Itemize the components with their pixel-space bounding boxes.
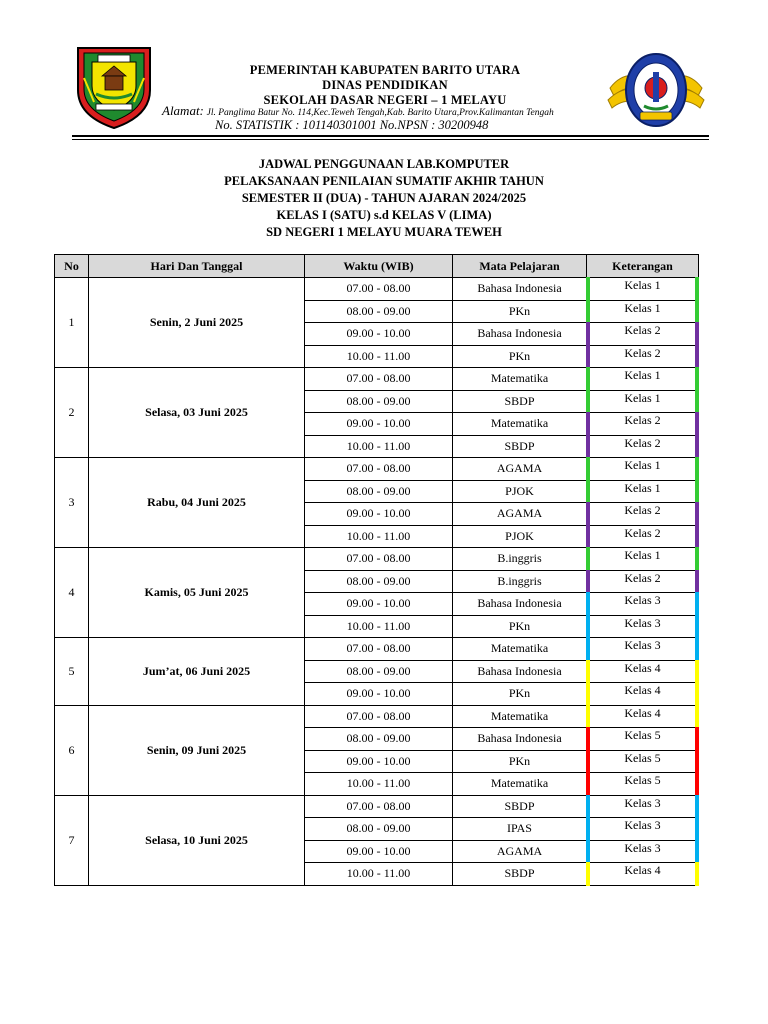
department-name: DINAS PENDIDIKAN — [322, 78, 448, 92]
session-time: 10.00 - 11.00 — [305, 863, 453, 886]
class-color-marker-left — [586, 480, 590, 504]
session-subject: Matematika — [453, 413, 587, 436]
header-time: Waktu (WIB) — [305, 255, 453, 278]
session-time: 08.00 - 09.00 — [305, 660, 453, 683]
session-subject: AGAMA — [453, 458, 587, 481]
class-color-marker-right — [695, 480, 699, 504]
class-color-marker-right — [695, 412, 699, 436]
table-header-row — [55, 255, 699, 278]
class-label: Kelas 3 — [624, 593, 661, 607]
session-subject: PKn — [453, 683, 587, 706]
class-label: Kelas 1 — [624, 300, 661, 315]
class-label: Kelas 4 — [624, 683, 661, 697]
day-date: Selasa, 03 Juni 2025 — [89, 368, 305, 458]
class-color-marker-right — [695, 345, 699, 369]
session-subject: B.inggris — [453, 548, 587, 571]
class-label: Kelas 4 — [624, 705, 661, 720]
session-time: 09.00 - 10.00 — [305, 413, 453, 436]
title-line-3: SEMESTER II (DUA) - TAHUN AJARAN 2024/2025 — [241, 191, 527, 205]
class-color-marker-left — [586, 637, 590, 661]
day-date: Jum’at, 06 Juni 2025 — [89, 638, 305, 706]
class-label: Kelas 3 — [624, 818, 661, 832]
session-class-cell — [587, 660, 699, 683]
class-color-marker-right — [695, 435, 699, 459]
class-label: Kelas 2 — [624, 503, 661, 517]
session-time: 08.00 - 09.00 — [305, 818, 453, 841]
day-number: 5 — [55, 638, 89, 706]
session-time: 07.00 - 08.00 — [305, 368, 453, 391]
session-subject: Bahasa Indonesia — [453, 278, 587, 301]
class-color-marker-right — [695, 390, 699, 414]
class-color-marker-left — [586, 705, 590, 729]
school-name: SEKOLAH DASAR NEGERI – 1 MELAYU — [263, 93, 507, 107]
session-class-cell — [587, 773, 699, 796]
class-color-marker-right — [695, 367, 699, 391]
government-name: PEMERINTAH KABUPATEN BARITO UTARA — [249, 63, 521, 77]
class-color-marker-right — [695, 705, 699, 729]
table-row — [55, 278, 699, 301]
session-class-cell — [587, 638, 699, 661]
session-time: 09.00 - 10.00 — [305, 593, 453, 616]
title-line-5: SD NEGERI 1 MELAYU MUARA TEWEH — [266, 225, 502, 239]
class-color-marker-right — [695, 817, 699, 841]
session-class-cell — [587, 683, 699, 706]
class-color-marker-left — [586, 277, 590, 301]
session-time: 09.00 - 10.00 — [305, 683, 453, 706]
session-subject: B.inggris — [453, 570, 587, 593]
class-color-marker-right — [695, 592, 699, 616]
session-subject: PJOK — [453, 525, 587, 548]
session-time: 08.00 - 09.00 — [305, 480, 453, 503]
day-date: Kamis, 05 Juni 2025 — [89, 548, 305, 638]
class-label: Kelas 1 — [624, 368, 661, 382]
session-class-cell — [587, 435, 699, 458]
class-label: Kelas 2 — [624, 435, 661, 450]
table-row — [55, 795, 699, 818]
day-date: Senin, 2 Juni 2025 — [89, 278, 305, 368]
class-color-marker-left — [586, 750, 590, 774]
class-label: Kelas 1 — [624, 548, 661, 562]
letterhead — [160, 63, 610, 108]
title-line-4: KELAS I (SATU) s.d KELAS V (LIMA) — [276, 208, 492, 222]
class-color-marker-right — [695, 750, 699, 774]
class-label: Kelas 2 — [624, 345, 661, 360]
day-number: 2 — [55, 368, 89, 458]
class-label: Kelas 2 — [624, 570, 661, 585]
header-note: Keterangan — [587, 255, 699, 278]
session-time: 07.00 - 08.00 — [305, 548, 453, 571]
table-row — [55, 638, 699, 661]
session-subject: Matematika — [453, 773, 587, 796]
session-class-cell — [587, 818, 699, 841]
title-line-2: PELAKSANAAN PENILAIAN SUMATIF AKHIR TAHUN — [224, 174, 544, 188]
session-subject: PKn — [453, 750, 587, 773]
header-subject: Mata Pelajaran — [453, 255, 587, 278]
session-time: 09.00 - 10.00 — [305, 323, 453, 346]
session-class-cell — [587, 413, 699, 436]
day-number: 7 — [55, 795, 89, 885]
session-subject: PKn — [453, 615, 587, 638]
school-address — [162, 103, 612, 119]
session-subject: PKn — [453, 345, 587, 368]
class-color-marker-left — [586, 547, 590, 571]
session-subject: Bahasa Indonesia — [453, 728, 587, 751]
session-class-cell — [587, 593, 699, 616]
session-class-cell — [587, 323, 699, 346]
session-subject: Matematika — [453, 638, 587, 661]
session-time: 10.00 - 11.00 — [305, 525, 453, 548]
session-class-cell — [587, 548, 699, 571]
session-subject: Bahasa Indonesia — [453, 323, 587, 346]
session-subject: Bahasa Indonesia — [453, 660, 587, 683]
session-class-cell — [587, 503, 699, 526]
letterhead-divider-thick — [72, 135, 709, 137]
session-subject: Matematika — [453, 705, 587, 728]
session-subject: IPAS — [453, 818, 587, 841]
class-color-marker-left — [586, 345, 590, 369]
table-row — [55, 548, 699, 571]
class-label: Kelas 1 — [624, 390, 661, 405]
class-color-marker-right — [695, 525, 699, 549]
session-time: 10.00 - 11.00 — [305, 345, 453, 368]
session-class-cell — [587, 368, 699, 391]
session-subject: SBDP — [453, 390, 587, 413]
class-color-marker-left — [586, 570, 590, 594]
schedule-body — [55, 278, 699, 886]
class-color-marker-left — [586, 322, 590, 346]
class-color-marker-left — [586, 457, 590, 481]
session-time: 07.00 - 08.00 — [305, 638, 453, 661]
class-label: Kelas 1 — [624, 278, 661, 292]
address-label: Alamat: — [162, 103, 204, 118]
class-label: Kelas 1 — [624, 458, 661, 472]
session-time: 09.00 - 10.00 — [305, 840, 453, 863]
session-class-cell — [587, 728, 699, 751]
class-color-marker-right — [695, 660, 699, 684]
table-row — [55, 368, 699, 391]
session-time: 09.00 - 10.00 — [305, 750, 453, 773]
class-color-marker-right — [695, 795, 699, 819]
session-time: 08.00 - 09.00 — [305, 728, 453, 751]
class-color-marker-right — [695, 570, 699, 594]
class-label: Kelas 4 — [624, 660, 661, 675]
class-color-marker-left — [586, 300, 590, 324]
day-number: 4 — [55, 548, 89, 638]
day-number: 6 — [55, 705, 89, 795]
session-time: 07.00 - 08.00 — [305, 795, 453, 818]
session-time: 09.00 - 10.00 — [305, 503, 453, 526]
day-number: 1 — [55, 278, 89, 368]
session-class-cell — [587, 390, 699, 413]
class-label: Kelas 4 — [624, 863, 661, 877]
class-color-marker-right — [695, 457, 699, 481]
class-color-marker-left — [586, 795, 590, 819]
session-class-cell — [587, 795, 699, 818]
class-label: Kelas 1 — [624, 480, 661, 495]
session-time: 10.00 - 11.00 — [305, 435, 453, 458]
session-class-cell — [587, 525, 699, 548]
session-class-cell — [587, 705, 699, 728]
session-subject: SBDP — [453, 795, 587, 818]
school-statistics-number: No. STATISTIK : 101140301001 No.NPSN : 30200948 — [215, 118, 489, 132]
class-color-marker-left — [586, 727, 590, 751]
class-color-marker-left — [586, 682, 590, 706]
kabupaten-barito-utara-logo — [70, 42, 158, 132]
day-date: Selasa, 10 Juni 2025 — [89, 795, 305, 885]
class-label: Kelas 3 — [624, 615, 661, 630]
class-color-marker-right — [695, 840, 699, 864]
session-class-cell — [587, 750, 699, 773]
class-label: Kelas 5 — [624, 773, 661, 787]
sdn-1-melayu-logo — [604, 48, 708, 134]
session-time: 07.00 - 08.00 — [305, 705, 453, 728]
header-no: No — [55, 255, 89, 278]
session-class-cell — [587, 345, 699, 368]
class-color-marker-left — [586, 435, 590, 459]
schedule-table — [54, 254, 699, 886]
header-day-date: Hari Dan Tanggal — [89, 255, 305, 278]
class-color-marker-left — [586, 660, 590, 684]
class-color-marker-left — [586, 367, 590, 391]
session-class-cell — [587, 840, 699, 863]
class-color-marker-right — [695, 682, 699, 706]
class-label: Kelas 2 — [624, 525, 661, 540]
session-subject: Bahasa Indonesia — [453, 593, 587, 616]
class-color-marker-left — [586, 390, 590, 414]
session-class-cell — [587, 615, 699, 638]
class-color-marker-right — [695, 637, 699, 661]
class-color-marker-right — [695, 547, 699, 571]
day-date: Rabu, 04 Juni 2025 — [89, 458, 305, 548]
session-time: 10.00 - 11.00 — [305, 773, 453, 796]
letterhead-divider-thin — [72, 139, 709, 140]
session-time: 07.00 - 08.00 — [305, 458, 453, 481]
title-line-1: JADWAL PENGGUNAAN LAB.KOMPUTER — [258, 157, 510, 171]
class-color-marker-right — [695, 300, 699, 324]
session-subject: AGAMA — [453, 503, 587, 526]
session-class-cell — [587, 458, 699, 481]
address-text: Jl. Panglima Batur No. 114,Kec.Teweh Tengah,Kab. Barito Utara,Prov.Kalimantan Tengah — [206, 108, 554, 118]
session-time: 08.00 - 09.00 — [305, 390, 453, 413]
session-time: 08.00 - 09.00 — [305, 300, 453, 323]
session-subject: PJOK — [453, 480, 587, 503]
class-color-marker-left — [586, 502, 590, 526]
session-subject: AGAMA — [453, 840, 587, 863]
class-color-marker-right — [695, 615, 699, 639]
session-subject: PKn — [453, 300, 587, 323]
class-label: Kelas 2 — [624, 413, 661, 427]
session-class-cell — [587, 300, 699, 323]
class-label: Kelas 3 — [624, 840, 661, 855]
session-class-cell — [587, 278, 699, 301]
session-subject: SBDP — [453, 435, 587, 458]
class-color-marker-right — [695, 862, 699, 886]
table-row — [55, 458, 699, 481]
class-color-marker-left — [586, 862, 590, 886]
class-color-marker-left — [586, 525, 590, 549]
session-class-cell — [587, 863, 699, 886]
session-class-cell — [587, 480, 699, 503]
session-subject: SBDP — [453, 863, 587, 886]
class-color-marker-right — [695, 502, 699, 526]
document-title — [80, 156, 688, 241]
class-label: Kelas 5 — [624, 728, 661, 742]
class-color-marker-right — [695, 727, 699, 751]
class-color-marker-left — [586, 840, 590, 864]
day-number: 3 — [55, 458, 89, 548]
class-color-marker-left — [586, 817, 590, 841]
class-color-marker-right — [695, 322, 699, 346]
class-label: Kelas 5 — [624, 750, 661, 765]
class-color-marker-left — [586, 772, 590, 796]
class-color-marker-right — [695, 772, 699, 796]
day-date: Senin, 09 Juni 2025 — [89, 705, 305, 795]
class-color-marker-left — [586, 412, 590, 436]
session-time: 10.00 - 11.00 — [305, 615, 453, 638]
session-time: 08.00 - 09.00 — [305, 570, 453, 593]
class-color-marker-left — [586, 615, 590, 639]
class-color-marker-right — [695, 277, 699, 301]
class-label: Kelas 3 — [624, 795, 661, 810]
class-label: Kelas 3 — [624, 638, 661, 652]
class-label: Kelas 2 — [624, 323, 661, 337]
table-row — [55, 705, 699, 728]
session-class-cell — [587, 570, 699, 593]
session-time: 07.00 - 08.00 — [305, 278, 453, 301]
session-subject: Matematika — [453, 368, 587, 391]
class-color-marker-left — [586, 592, 590, 616]
